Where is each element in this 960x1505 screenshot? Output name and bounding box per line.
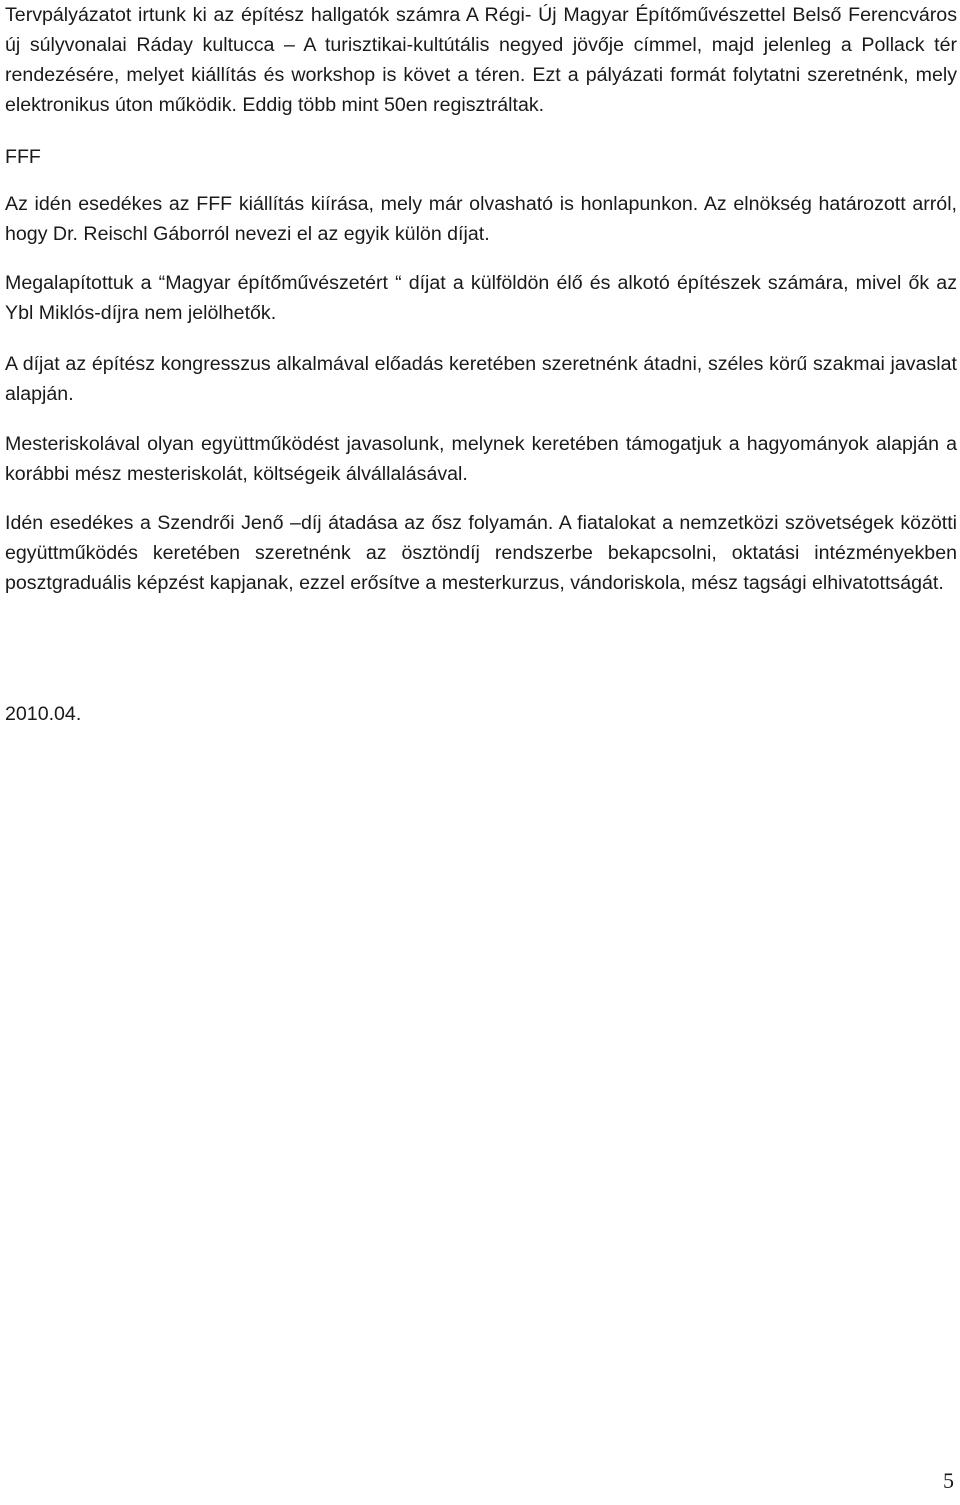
page-number: 5 [943,1468,954,1493]
paragraph-szendroi: Idén esedékes a Szendrői Jenő –díj átadása az ősz folyamán. A fiatalokat a nemzetközi szövetségek közötti együttműködés keretében szeretnénk az ösztöndíj rendszerbe bekapcsolni, oktatási intézményekben posztgraduális képzést kapjanak, ezzel erősítve a mesterkurzus, vándoriskola, mész tagsági elhivatottságát. [5,512,957,594]
section-heading-fff: FFF [5,146,41,168]
paragraph-congress: A díjat az építész kongresszus alkalmával előadás keretében szeretnénk átadni, széles körű szakmai javaslat alapján. [5,353,957,405]
document-date: 2010.04. [5,703,82,725]
paragraph-fff: Az idén esedékes az FFF kiállítás kiírása, mely már olvasható is honlapunkon. Az elnökség határozott arról, hogy Dr. Reischl Gáborról nevezi el az egyik külön díjat. [5,193,957,245]
paragraph-mesteriskola: Mesteriskolával olyan együttműködést javasolunk, melynek keretében támogatjuk a hagyományok alapján a korábbi mész mesteriskolát, költségeik álvállalásával. [5,433,957,485]
paragraph-intro: Tervpályázatot irtunk ki az építész hallgatók számra A Régi- Új Magyar Építőművészettel Belső Ferencváros új súlyvonalai Ráday kultucca – A turisztikai-kultútális negyed jövője címmel, majd jelenleg a Pollack tér rendezésére, melyet kiállítás és workshop is követ a téren. Ezt a pályázati formát folytatni szeretnénk, mely elektronikus úton működik. Eddig több mint 50en regisztráltak. [5,4,957,116]
paragraph-award: Megalapítottuk a “Magyar építőművészetért “ díjat a külföldön élő és alkotó építészek számára, mivel ők az Ybl Miklós-díjra nem jelölhetők. [5,272,957,324]
